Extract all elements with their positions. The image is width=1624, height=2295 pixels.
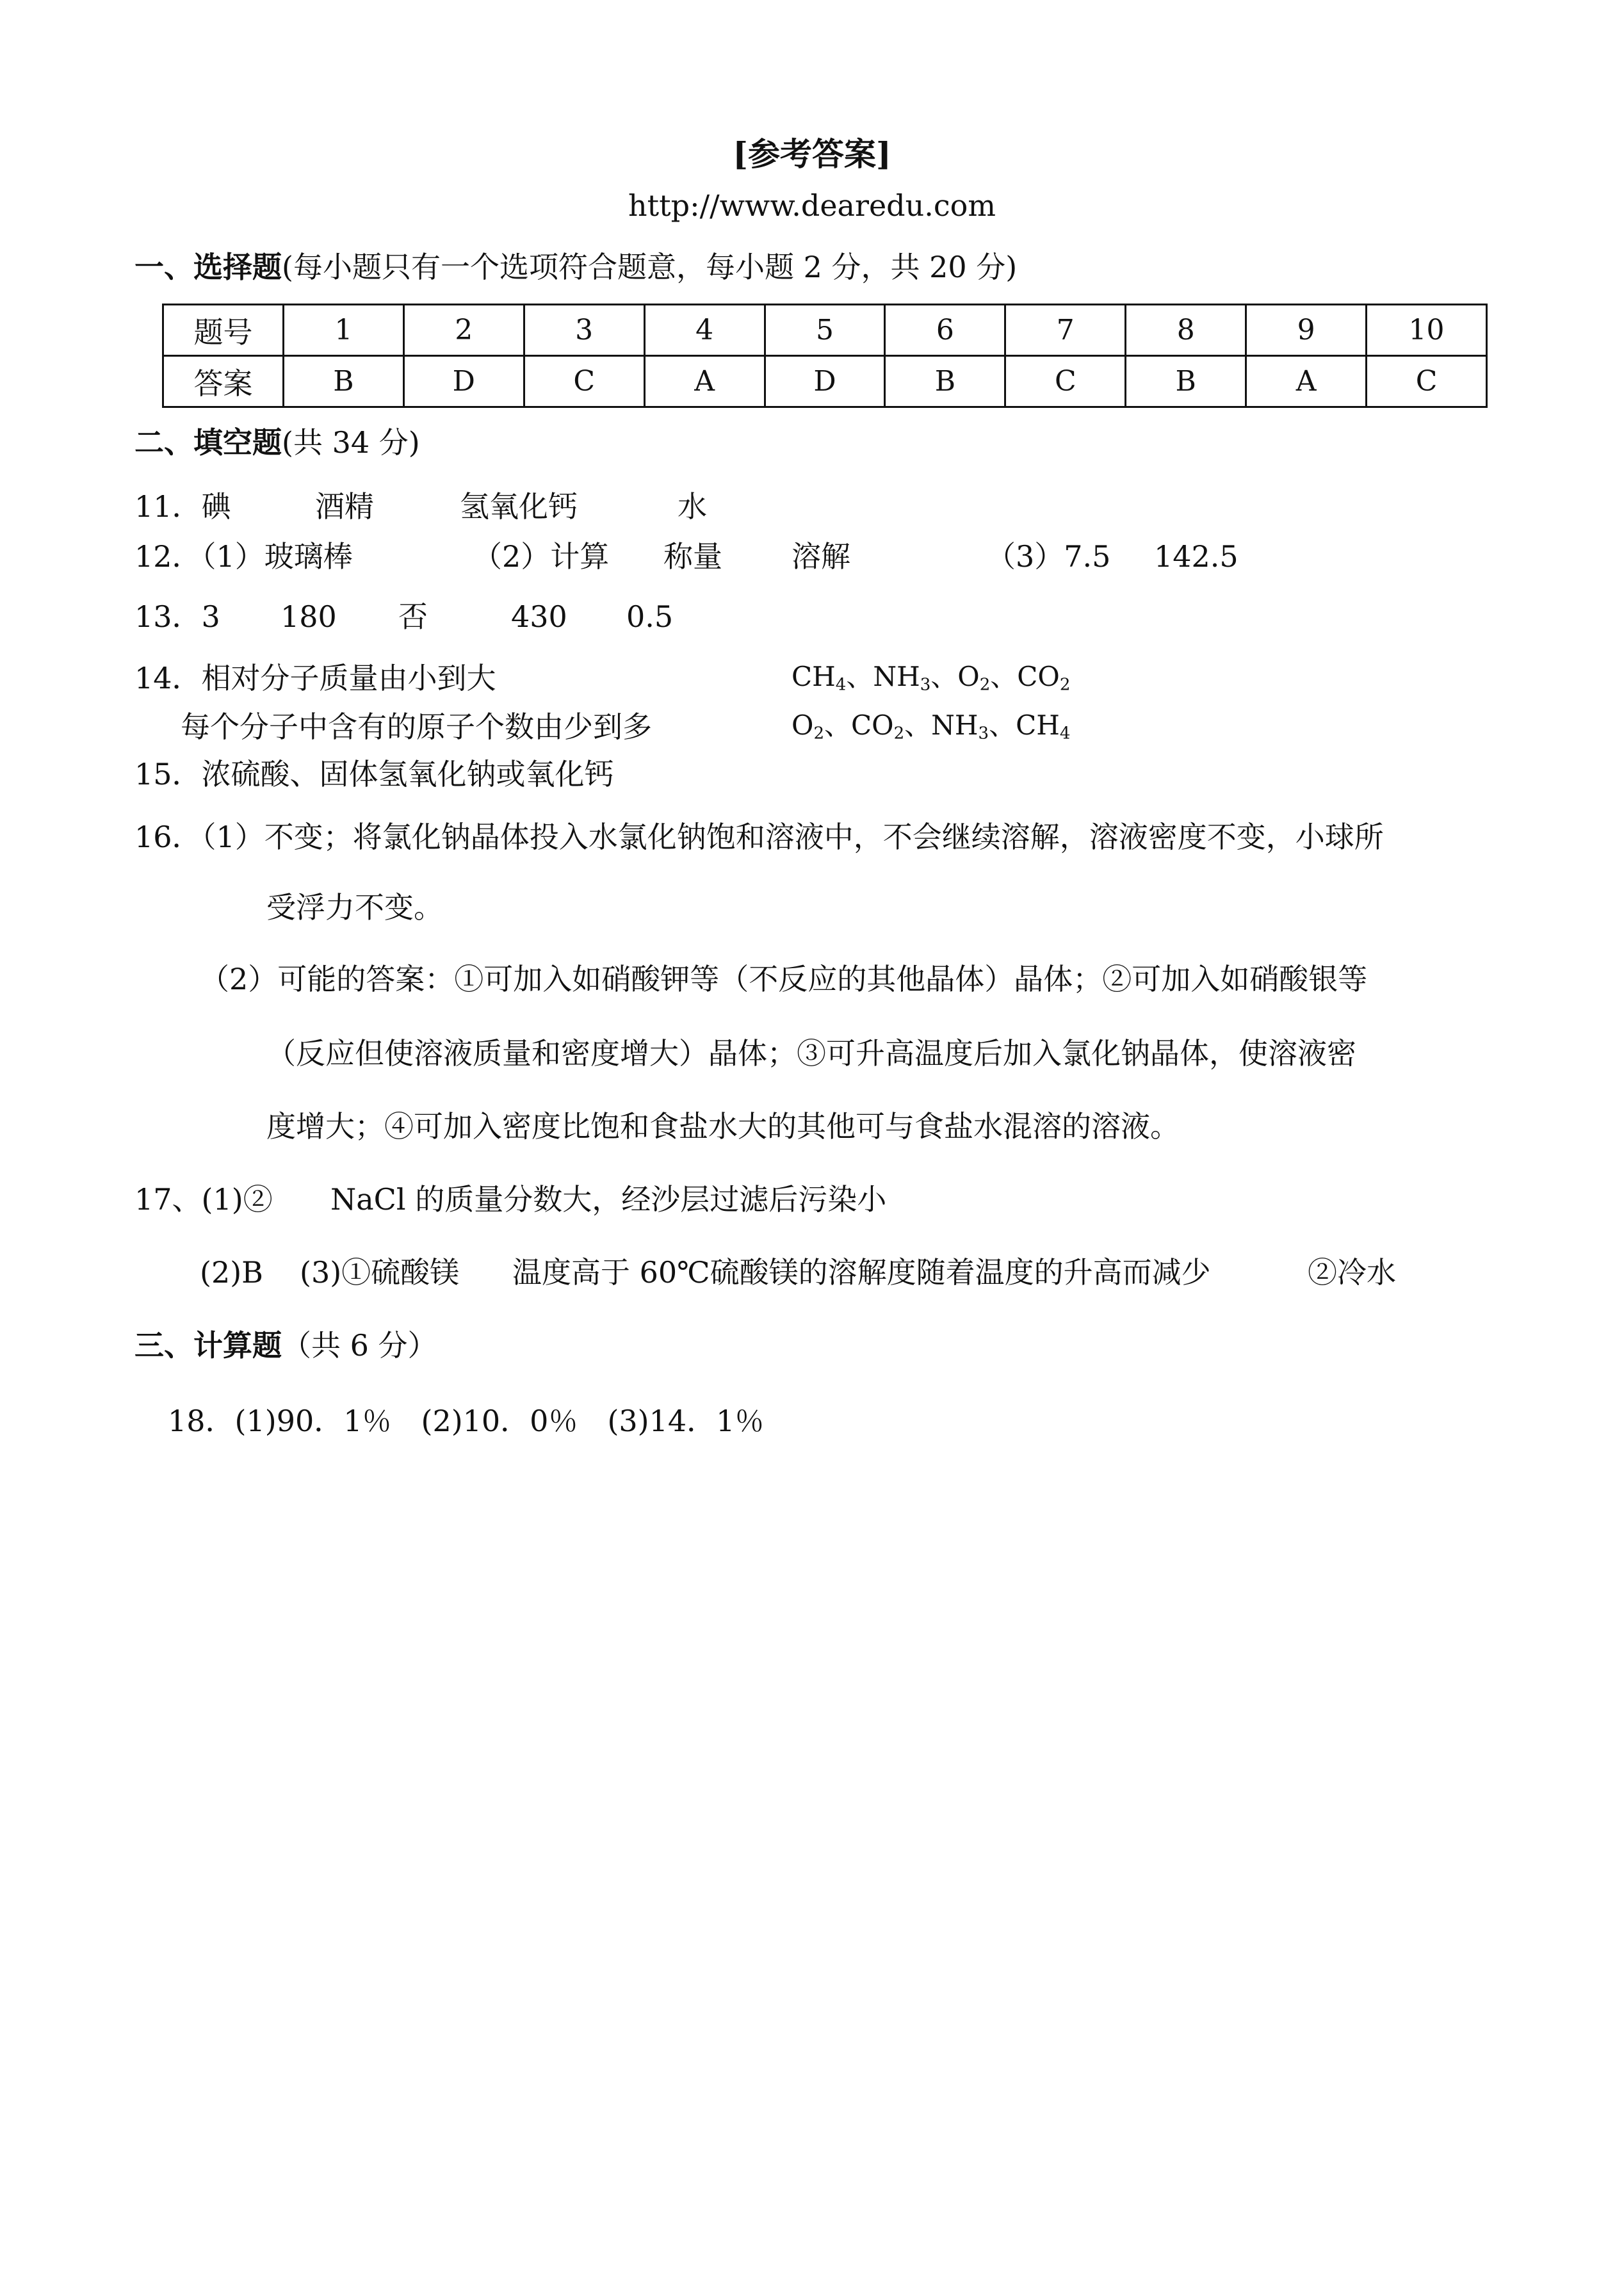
q13-answer: 0.5	[626, 599, 674, 634]
page-title: [参考答案]	[733, 135, 891, 173]
formula-sub: 2	[893, 724, 905, 743]
q17-part3-answer: ②冷水	[1308, 1255, 1396, 1290]
q13-answer: 430	[511, 599, 567, 634]
table-cell: 1	[283, 305, 403, 356]
formula-sub: 4	[835, 675, 847, 695]
q12-answer: 称量	[663, 539, 722, 574]
q16-line: 度增大；④可加入密度比饱和食盐水大的其他可与食盐水混溶的溶液。	[266, 1109, 1180, 1144]
q14-answer1	[792, 661, 1071, 695]
formula-part: 、NH	[904, 710, 978, 741]
table-cell: 7	[1005, 305, 1126, 356]
table-cell: 6	[885, 305, 1005, 356]
table-cell: C	[1367, 356, 1487, 407]
q12-answer: （3）7.5	[986, 539, 1111, 574]
table-cell: D	[403, 356, 524, 407]
formula-sub: 3	[978, 724, 989, 743]
formula-part: O	[792, 710, 814, 741]
q11-answer: 酒精	[315, 489, 374, 524]
q17-part1-text: NaCl 的质量分数大，经沙层过滤后污染小	[330, 1182, 887, 1217]
formula-part: CH	[792, 661, 836, 692]
table-cell: B	[1126, 356, 1246, 407]
q13-answer: 否	[398, 599, 428, 634]
formula-part: 、CO	[990, 661, 1060, 692]
formula-part: 、CH	[989, 710, 1060, 741]
q11-answer: 氢氧化钙	[460, 489, 578, 524]
section2-note: (共 34 分)	[282, 425, 420, 460]
answer-table	[162, 304, 1488, 408]
q14-line1: 14．相对分子质量由小到大	[134, 661, 496, 695]
table-row-answers	[163, 356, 1487, 407]
q16-line: 16．（1）不变；将氯化钠晶体投入水氯化钠饱和溶液中，不会继续溶解，溶液密度不变，小球所	[134, 820, 1384, 854]
section1-note: (每小题只有一个选项符合题意，每小题 2 分，共 20 分)	[282, 250, 1018, 284]
section3-heading: 三、计算题	[134, 1328, 282, 1363]
row-label-answer: 答案	[163, 356, 284, 407]
table-cell: A	[1246, 356, 1367, 407]
table-cell: D	[765, 356, 885, 407]
q17-part1: 17、(1)②	[134, 1182, 273, 1217]
table-cell: 4	[644, 305, 765, 356]
table-cell: C	[524, 356, 644, 407]
q13-num: 13．3	[134, 599, 220, 634]
q11-answer: 水	[678, 489, 707, 524]
table-cell: 9	[1246, 305, 1367, 356]
q12-answer: 142.5	[1154, 539, 1238, 574]
formula-sub: 2	[979, 675, 991, 695]
formula-sub: 2	[1059, 675, 1071, 695]
q17-part3: (3)①硫酸镁	[300, 1255, 460, 1290]
q14-answer2	[792, 710, 1071, 743]
table-row-questions	[163, 305, 1487, 356]
row-label-question: 题号	[163, 305, 284, 356]
table-cell: 5	[765, 305, 885, 356]
q17-part2: (2)B	[200, 1255, 263, 1290]
q12-answer: 溶解	[792, 539, 850, 574]
source-url: http://www.dearedu.com	[628, 188, 996, 223]
formula-part: 、O	[930, 661, 980, 692]
table-cell: 8	[1126, 305, 1246, 356]
q16-line: 受浮力不变。	[266, 890, 443, 925]
q12-answer: （2）计算	[473, 539, 610, 574]
q16-line: （反应但使溶液质量和密度增大）晶体；③可升高温度后加入氯化钠晶体，使溶液密	[266, 1036, 1356, 1071]
q13-answer: 180	[280, 599, 337, 634]
formula-sub: 4	[1059, 724, 1071, 743]
formula-part: 、CO	[824, 710, 894, 741]
section1-heading: 一、选择题	[134, 250, 282, 284]
q11-num: 11．碘	[134, 489, 231, 524]
section3-heading-line	[134, 1328, 437, 1363]
section2-heading: 二、填空题	[134, 425, 282, 460]
table-cell: 10	[1367, 305, 1487, 356]
table-cell: 2	[403, 305, 524, 356]
table-cell: C	[1005, 356, 1126, 407]
section3-note: （共 6 分）	[282, 1328, 437, 1363]
q17-part3-text: 温度高于 60℃硫酸镁的溶解度随着温度的升高而减少	[512, 1255, 1211, 1290]
section1-heading-line	[134, 252, 1017, 282]
formula-part: 、NH	[846, 661, 920, 692]
q12-num: 12．（1）玻璃棒	[134, 539, 353, 574]
formula-sub: 3	[920, 675, 931, 695]
q15-answer: 15．浓硫酸、固体氢氧化钠或氧化钙	[134, 757, 614, 791]
table-cell: B	[283, 356, 403, 407]
table-cell: B	[885, 356, 1005, 407]
table-cell: 3	[524, 305, 644, 356]
formula-sub: 2	[813, 724, 824, 743]
q16-line: （2）可能的答案：①可加入如硝酸钾等（不反应的其他晶体）晶体；②可加入如硝酸银等	[200, 962, 1368, 996]
section2-heading-line	[134, 425, 420, 460]
q14-line2: 每个分子中含有的原子个数由少到多	[181, 710, 652, 744]
q18-answer: 18．(1)90．1％ (2)10．0％ (3)14．1％	[168, 1404, 765, 1438]
table-cell: A	[644, 356, 765, 407]
